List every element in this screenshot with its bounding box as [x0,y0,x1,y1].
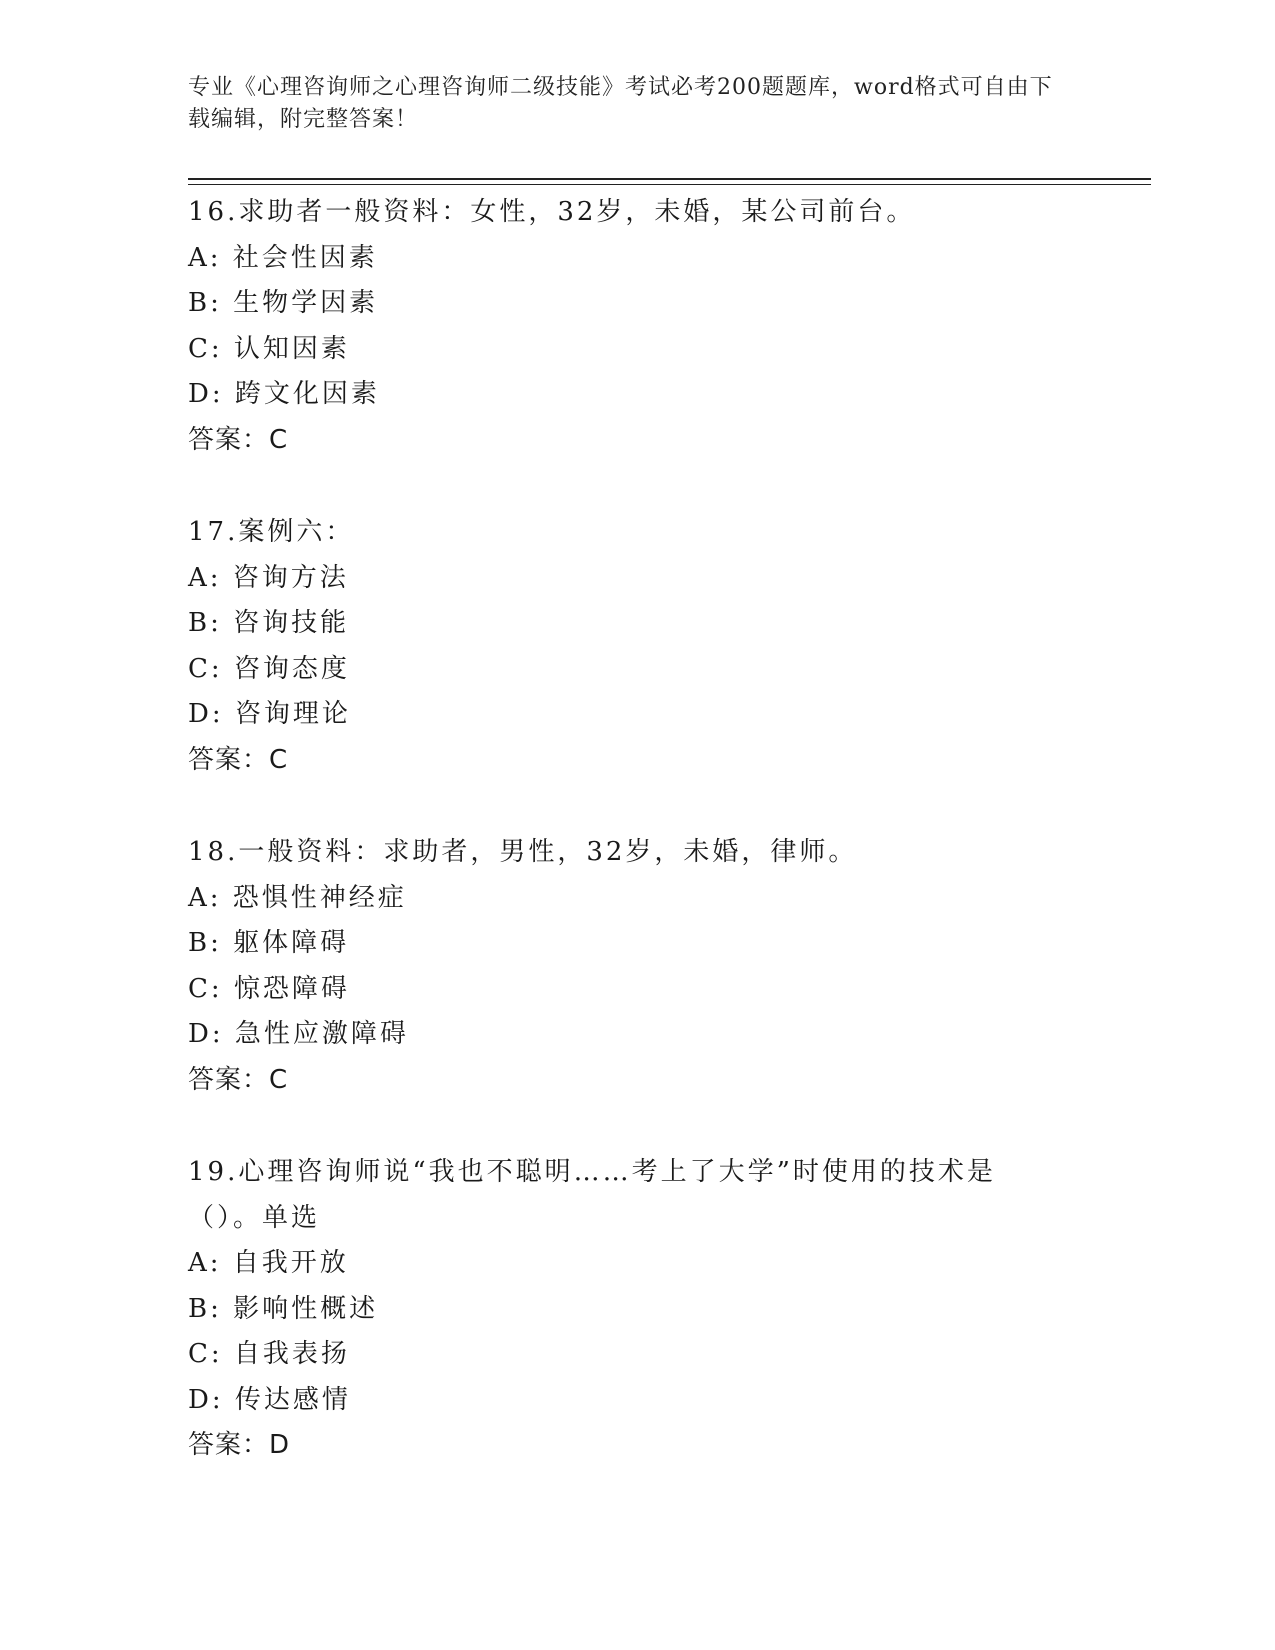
option-b: B: 躯体障碍 [188,928,350,958]
answer-text: 答案：C [188,1064,289,1095]
option-a: A: 社会性因素 [188,242,378,273]
question-stem: 19.心理咨询师说“我也不聪明……考上了大学”时使用的技术是（）。单选 [188,1157,996,1233]
question-stem: 18.一般资料：求助者，男性，32岁，未婚，律师。 [188,837,858,867]
question-stem: 17.案例六： [188,517,355,547]
option-c: C: 认知因素 [188,333,350,364]
header-divider-thick [188,178,1151,180]
option-d: D: 传达感情 [188,1384,351,1415]
answer-text: 答案：C [188,424,289,455]
question-list [188,190,1088,1516]
document-header: 专业《心理咨询师之心理咨询师二级技能》考试必考200题题库，word格式可自由下载编辑，附完整答案！ [188,75,1053,132]
option-c: C: 自我表扬 [188,1339,350,1369]
option-b: B: 影响性概述 [188,1293,379,1324]
answer-text: 答案：D [188,1430,291,1460]
question-17 [188,510,1088,783]
question-18 [188,830,1088,1103]
question-16 [188,190,1088,463]
question-stem: 16.求助者一般资料：女性，32岁，未婚，某公司前台。 [188,197,916,227]
option-d: D: 咨询理论 [188,699,351,729]
option-a: A: 恐惧性神经症 [188,882,407,913]
option-a: A: 咨询方法 [188,562,349,593]
question-19 [188,1150,1088,1469]
option-b: B: 咨询技能 [188,608,350,638]
option-d: D: 跨文化因素 [188,379,380,409]
option-d: D: 急性应激障碍 [188,1019,409,1049]
option-a: A: 自我开放 [188,1248,349,1278]
option-c: C: 惊恐障碍 [188,973,350,1004]
header-divider-thin [188,184,1151,185]
option-b: B: 生物学因素 [188,288,379,318]
option-c: C: 咨询态度 [188,653,350,684]
answer-text: 答案：C [188,744,289,775]
